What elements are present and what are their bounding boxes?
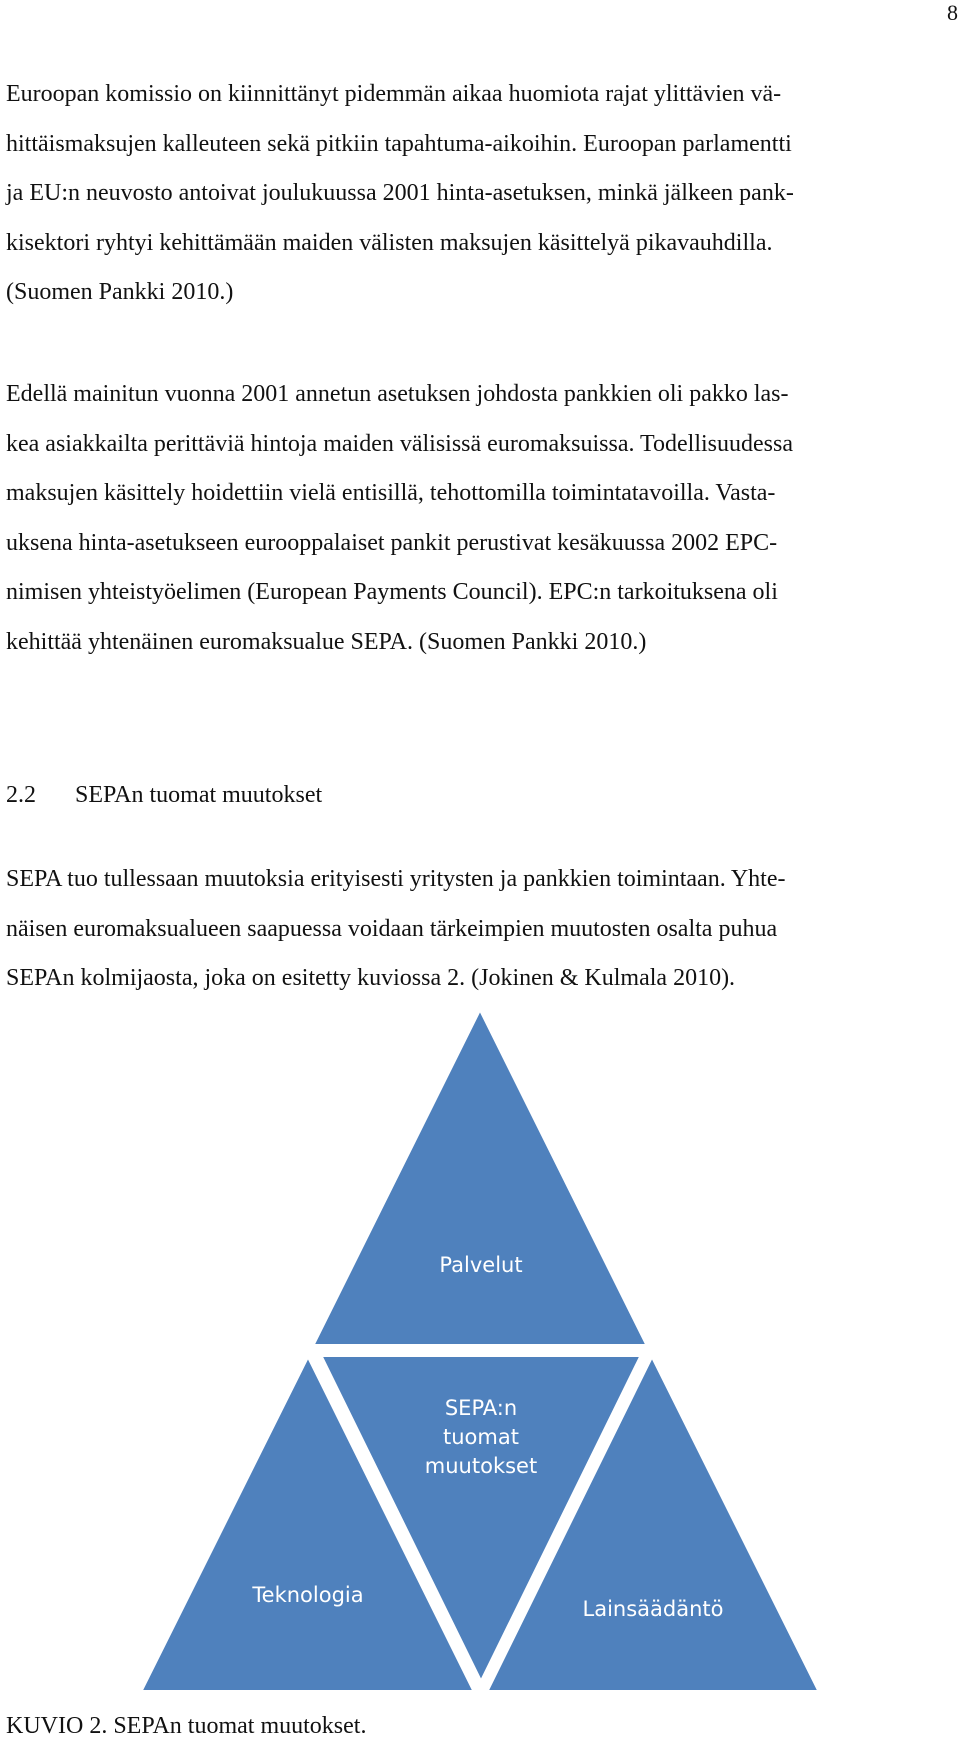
section-heading (6, 775, 322, 815)
section-number: 2.2 (6, 782, 36, 808)
label-center-line-1: SEPA:n (444, 1396, 518, 1420)
triangle-diagram (0, 1000, 960, 1705)
paragraph-3 (6, 855, 926, 1004)
label-lainsaadanto: Lainsäädäntö (582, 1597, 724, 1621)
paragraph-line: nimisen yhteistyöelimen (European Payments Council). EPC:n tarkoituksena oli (6, 579, 778, 605)
paragraph-line: näisen euromaksualueen saapuessa voidaan tärkeimpien muutosten osalta puhua (6, 915, 778, 942)
figure-caption: KUVIO 2. SEPAn tuomat muutokset. (6, 1713, 367, 1739)
paragraph-line: SEPA tuo tullessaan muutoksia erityisesti yritysten ja pankkien toimintaan. Yhte- (6, 866, 786, 892)
paragraph-line: Euroopan komissio on kiinnittänyt pidemmän aikaa huomiota rajat ylittävien vä- (6, 81, 782, 107)
paragraph-1 (6, 70, 926, 318)
paragraph-line: (Suomen Pankki 2010.) (6, 279, 234, 305)
paragraph-line: Edellä mainitun vuonna 2001 annetun asetuksen johdosta pankkien oli pakko las- (6, 381, 789, 407)
paragraph-line: kea asiakkailta perittäviä hintoja maiden välisissä euromaksuissa. Todellisuudessa (6, 430, 794, 457)
sepa-triangle-figure (0, 1000, 960, 1705)
paragraph-2 (6, 370, 926, 667)
label-palvelut: Palvelut (439, 1253, 523, 1277)
label-teknologia: Teknologia (252, 1583, 364, 1607)
paragraph-line: maksujen käsittely hoidettiin vielä entisillä, tehottomilla toimintatavoilla. Vasta- (6, 480, 776, 506)
page-number: 8 (947, 0, 958, 25)
label-center-line-2: tuomat (443, 1425, 519, 1449)
paragraph-line: SEPAn kolmijaosta, joka on esitetty kuviossa 2. (Jokinen & Kulmala 2010). (6, 965, 736, 991)
label-center-line-3: muutokset (424, 1454, 538, 1478)
paragraph-line: kisektori ryhtyi kehittämään maiden välisten maksujen käsittelyä pikavauhdilla. (6, 229, 773, 256)
paragraph-line: kehittää yhtenäinen euromaksualue SEPA. (Suomen Pankki 2010.) (6, 628, 647, 655)
paragraph-line: uksena hinta-asetukseen eurooppalaiset pankit perustivat kesäkuussa 2002 EPC- (6, 529, 778, 556)
paragraph-line: ja EU:n neuvosto antoivat joulukuussa 2001 hinta-asetuksen, minkä jälkeen pank- (6, 180, 794, 206)
triangle-top (312, 1008, 648, 1346)
paragraph-line: hittäismaksujen kalleuteen sekä pitkiin tapahtuma-aikoihin. Euroopan parlamentti (6, 130, 792, 157)
section-title: SEPAn tuomat muutokset (75, 782, 323, 808)
